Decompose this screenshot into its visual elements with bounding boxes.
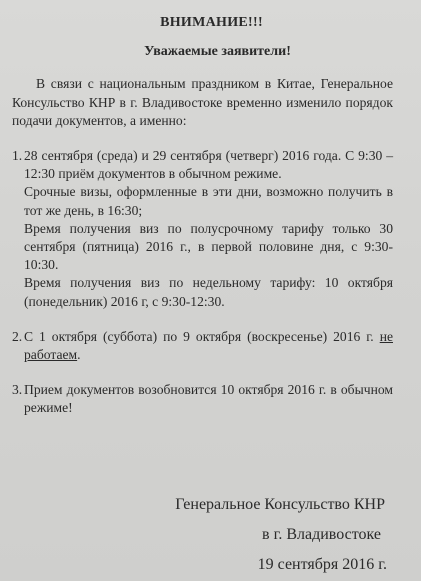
list-item-3 xyxy=(12,381,393,417)
item-text-end: . xyxy=(77,347,81,363)
signature-organization: Генеральное Консульство КНР xyxy=(175,496,385,513)
item-paragraph: Срочные визы, оформленные в эти дни, возможно получить в тот же день, в 16:30; xyxy=(24,184,393,218)
list-number: 3. xyxy=(12,382,23,398)
item-paragraph: 28 сентября (среда) и 29 сентября (четверг) 2016 года. С 9:30 – 12:30 приём документов в обычном режиме. xyxy=(24,148,393,182)
notice-subtitle: Уважаемые заявители! xyxy=(144,44,291,60)
list-number: 1. xyxy=(12,148,23,164)
list-number: 2. xyxy=(12,328,23,344)
item-text: С 1 октября (суббота) по 9 октября (воскресенье) 2016 г. xyxy=(24,328,380,344)
item-paragraph: Время получения виз по полусрочному тарифу только 30 сентября (пятница) 2016 г., в первой половине дня, с 9:30-10:30. xyxy=(24,220,393,273)
underlined-text: не работаем xyxy=(24,328,393,363)
signature-date: 19 сентября 2016 г. xyxy=(257,556,387,573)
list-item-1 xyxy=(12,147,393,311)
list-item-body xyxy=(22,147,393,311)
intro-paragraph: В связи с национальным праздником в Китае, Генеральное Консульство КНР в г. Владивостоке временно изменило порядок подачи документов, а именно: xyxy=(12,76,393,128)
list-item-body xyxy=(22,328,393,364)
item-paragraph: Прием документов возобновится 10 октября 2016 г. в обычном режиме! xyxy=(24,382,393,416)
list-item-body xyxy=(22,381,393,417)
item-paragraph xyxy=(24,328,393,364)
notice-title: ВНИМАНИЕ!!! xyxy=(160,15,263,30)
item-paragraph: Время получения виз по недельному тарифу: 10 октября (понедельник) 2016 г, с 9:30-12:30. xyxy=(24,275,393,309)
signature-city: в г. Владивостоке xyxy=(262,526,381,543)
list-item-2 xyxy=(12,328,393,364)
